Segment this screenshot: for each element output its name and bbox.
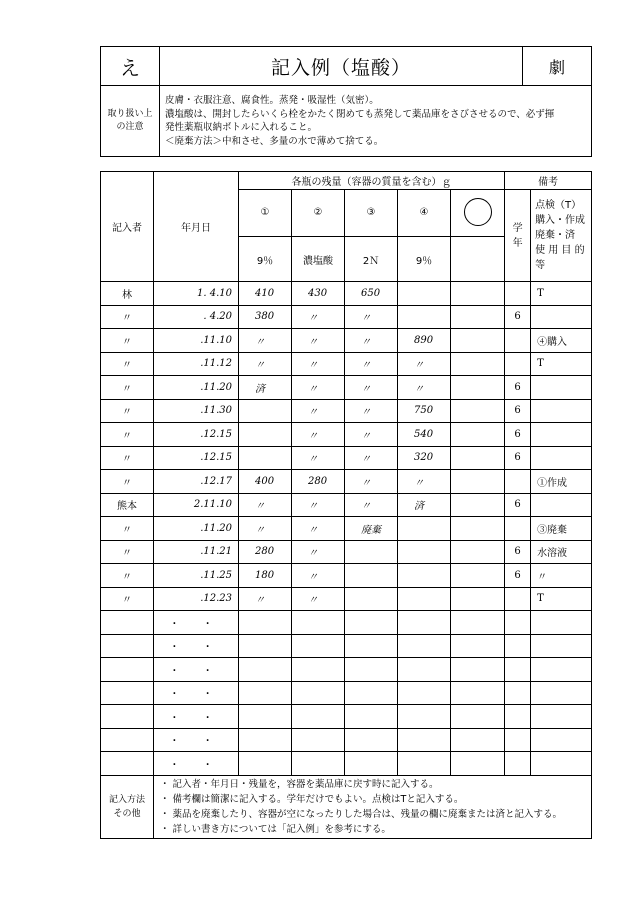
bottle-5-cell	[451, 423, 505, 447]
remark-cell: T	[531, 587, 592, 611]
empty-cell	[531, 634, 592, 658]
empty-cell	[239, 752, 292, 776]
table-row-blank	[101, 681, 592, 705]
col-recorder-header: 記入者	[101, 172, 154, 282]
bottle-4-cell: 750	[398, 399, 451, 423]
table-row	[101, 352, 592, 376]
empty-cell	[292, 728, 345, 752]
bottle-2-cell: 〃	[292, 446, 345, 470]
empty-cell	[101, 728, 154, 752]
bottle-2-cell: 〃	[292, 493, 345, 517]
grade-cell: 6	[505, 493, 531, 517]
caution-label: 取り扱い上 の注意	[101, 86, 160, 157]
recorder-cell: 〃	[101, 352, 154, 376]
caution-text	[160, 86, 592, 157]
table-row	[101, 470, 592, 494]
remark-cell: ④購入	[531, 329, 592, 353]
empty-cell	[101, 658, 154, 682]
empty-cell	[531, 728, 592, 752]
bottle-4-cell: 540	[398, 423, 451, 447]
bottle-2-label: ②	[292, 190, 345, 237]
remark-cell: 水溶液	[531, 540, 592, 564]
bottle-1-concentration: 9％	[239, 237, 292, 282]
table-row	[101, 517, 592, 541]
empty-cell	[505, 611, 531, 635]
col-date-header: 年月日	[154, 172, 239, 282]
empty-cell	[531, 705, 592, 729]
grade-cell	[505, 470, 531, 494]
empty-cell	[345, 611, 398, 635]
bottle-1-cell	[239, 399, 292, 423]
date-cell: .11.20	[154, 376, 239, 400]
bottle-5-cell	[451, 446, 505, 470]
table-row	[101, 329, 592, 353]
bottle-3-cell: 〃	[345, 376, 398, 400]
table-row-blank	[101, 705, 592, 729]
empty-cell	[292, 752, 345, 776]
bottle-2-cell: 〃	[292, 376, 345, 400]
bottle-1-cell: 380	[239, 305, 292, 329]
section-tag: え	[101, 47, 160, 86]
bottle-5-cell	[451, 517, 505, 541]
grade-cell	[505, 282, 531, 306]
bottle-4-cell: 〃	[398, 376, 451, 400]
bottle-1-cell: 400	[239, 470, 292, 494]
empty-cell	[239, 611, 292, 635]
bottle-2-cell: 〃	[292, 352, 345, 376]
table-row	[101, 540, 592, 564]
grade-cell: 6	[505, 423, 531, 447]
caution-line: 皮膚・衣服注意、腐食性。蒸発・吸湿性（気密）。	[165, 95, 379, 106]
bottle-2-cell: 430	[292, 282, 345, 306]
bottle-4-cell: 320	[398, 446, 451, 470]
empty-cell	[292, 681, 345, 705]
bottle-1-cell: 済	[239, 376, 292, 400]
empty-cell	[398, 611, 451, 635]
date-placeholder-dots: ・ ・	[154, 705, 239, 729]
grade-cell: 6	[505, 305, 531, 329]
recorder-cell: 〃	[101, 517, 154, 541]
grade-cell: 6	[505, 399, 531, 423]
bottle-1-cell	[239, 446, 292, 470]
empty-cell	[345, 728, 398, 752]
date-cell: .12.23	[154, 587, 239, 611]
recorder-cell: 〃	[101, 305, 154, 329]
bottle-5-cell	[451, 564, 505, 588]
bottle-3-cell	[345, 564, 398, 588]
date-placeholder-dots: ・ ・	[154, 634, 239, 658]
empty-cell	[505, 752, 531, 776]
table-row-blank	[101, 634, 592, 658]
table-row	[101, 305, 592, 329]
date-placeholder-dots: ・ ・	[154, 752, 239, 776]
note-line: ・ 薬品を廃棄したり、容器が空になったりした場合は、残量の欄に廃棄または済と記入する。	[160, 808, 563, 820]
bottle-1-cell: 280	[239, 540, 292, 564]
recorder-cell: 〃	[101, 423, 154, 447]
remark-cell	[531, 376, 592, 400]
table-row	[101, 376, 592, 400]
caution-line: ＜廃棄方法＞中和させ、多量の水で薄めて捨てる。	[165, 135, 384, 147]
empty-cell	[345, 705, 398, 729]
bottle-5-cell	[451, 540, 505, 564]
table-row	[101, 564, 592, 588]
col-remarks-header: 備考	[505, 172, 592, 190]
empty-cell	[239, 728, 292, 752]
recorder-cell: 〃	[101, 540, 154, 564]
bottle-4-cell	[398, 517, 451, 541]
date-cell: 1. 4.10	[154, 282, 239, 306]
page-title: 記入例（塩酸）	[160, 47, 523, 86]
bottle-3-concentration: 2Ｎ	[345, 237, 398, 282]
date-cell: .11.25	[154, 564, 239, 588]
table-row	[101, 587, 592, 611]
empty-cell	[451, 705, 505, 729]
table-row	[101, 423, 592, 447]
table-row-blank	[101, 611, 592, 635]
recorder-cell: 〃	[101, 587, 154, 611]
remark-cell	[531, 446, 592, 470]
table-row	[101, 399, 592, 423]
empty-cell	[398, 705, 451, 729]
empty-cell	[239, 658, 292, 682]
date-placeholder-dots: ・ ・	[154, 681, 239, 705]
grade-cell: 6	[505, 376, 531, 400]
empty-cell	[451, 681, 505, 705]
empty-cell	[451, 658, 505, 682]
classification-label: 劇	[523, 47, 592, 86]
bottle-3-cell: 廃棄	[345, 517, 398, 541]
table-row-blank	[101, 658, 592, 682]
bottle-3-cell: 〃	[345, 470, 398, 494]
grade-cell	[505, 517, 531, 541]
bottle-1-cell: 〃	[239, 493, 292, 517]
bottle-5-cell	[451, 282, 505, 306]
remarks-guide: 点検（T） 購入・作成 廃棄・済 使 用 目 的 等	[531, 190, 592, 282]
bottle-4-cell	[398, 282, 451, 306]
bottle-3-cell: 〃	[345, 493, 398, 517]
remark-cell: T	[531, 282, 592, 306]
bottle-2-cell: 〃	[292, 329, 345, 353]
bottle-5-cell	[451, 587, 505, 611]
note-line: ・ 記入者・年月日・残量を，容器を薬品庫に戻す時に記入する。	[160, 778, 439, 790]
bottle-1-cell: 〃	[239, 352, 292, 376]
date-placeholder-dots: ・ ・	[154, 728, 239, 752]
date-cell: . 4.20	[154, 305, 239, 329]
bottle-2-cell: 〃	[292, 517, 345, 541]
note-line: ・ 備考欄は簡潔に記入する。学年だけでもよい。点検はTと記入する。	[160, 793, 464, 805]
empty-cell	[345, 752, 398, 776]
empty-cell	[239, 634, 292, 658]
empty-cell	[239, 681, 292, 705]
bottle-5-cell	[451, 305, 505, 329]
bottle-2-cell: 〃	[292, 540, 345, 564]
bottle-4-cell: 〃	[398, 470, 451, 494]
bottle-1-cell: 410	[239, 282, 292, 306]
table-row-blank	[101, 752, 592, 776]
date-cell: .11.12	[154, 352, 239, 376]
bottle-1-cell: 〃	[239, 587, 292, 611]
note-line: ・ 詳しい書き方については「記入例」を参考にする。	[160, 823, 391, 835]
date-placeholder-dots: ・ ・	[154, 611, 239, 635]
bottle-2-cell: 〃	[292, 587, 345, 611]
bottle-4-cell: 済	[398, 493, 451, 517]
empty-cell	[345, 634, 398, 658]
empty-cell	[398, 728, 451, 752]
recorder-cell: 林	[101, 282, 154, 306]
caution-line: 濃塩酸は、開封したらいくら栓をかたく閉めても蒸発して薬品庫をさびさせるので、必ず揮	[165, 108, 555, 120]
bottle-3-cell: 〃	[345, 329, 398, 353]
caution-line: 発性薬瓶収納ボトルに入れること。	[165, 122, 318, 133]
empty-cell	[505, 681, 531, 705]
bottle-3-cell	[345, 540, 398, 564]
bottle-3-cell: 650	[345, 282, 398, 306]
remark-cell: ①作成	[531, 470, 592, 494]
grade-cell: 6	[505, 540, 531, 564]
empty-cell	[101, 634, 154, 658]
bottle-2-cell: 〃	[292, 305, 345, 329]
bottle-5-cell	[451, 470, 505, 494]
recorder-cell: 〃	[101, 564, 154, 588]
empty-cell	[451, 752, 505, 776]
bottle-2-concentration: 濃塩酸	[292, 237, 345, 282]
date-cell: .12.15	[154, 446, 239, 470]
recorder-cell: 〃	[101, 376, 154, 400]
recorder-cell: 〃	[101, 329, 154, 353]
bottle-3-cell: 〃	[345, 423, 398, 447]
empty-cell	[505, 634, 531, 658]
empty-cell	[451, 611, 505, 635]
bottle-4-cell	[398, 564, 451, 588]
bottle-2-cell: 280	[292, 470, 345, 494]
table-row	[101, 282, 592, 306]
bottle-1-cell: 〃	[239, 517, 292, 541]
remark-cell: T	[531, 352, 592, 376]
empty-cell	[505, 705, 531, 729]
bottle-3-cell: 〃	[345, 446, 398, 470]
bottle-3-cell: 〃	[345, 305, 398, 329]
date-cell: .11.20	[154, 517, 239, 541]
col-remaining-header: 各瓶の残量（容器の質量を含む）ｇ	[239, 172, 505, 190]
bottle-5-empty-circle	[451, 190, 505, 237]
bottle-4-label: ④	[398, 190, 451, 237]
table-row-blank	[101, 728, 592, 752]
bottle-4-concentration: 9％	[398, 237, 451, 282]
date-cell: .12.17	[154, 470, 239, 494]
empty-cell	[292, 658, 345, 682]
bottle-4-cell	[398, 587, 451, 611]
remark-cell	[531, 305, 592, 329]
empty-cell	[101, 681, 154, 705]
recorder-cell: 〃	[101, 446, 154, 470]
recorder-cell: 〃	[101, 470, 154, 494]
bottle-2-cell: 〃	[292, 399, 345, 423]
empty-cell	[398, 752, 451, 776]
empty-cell	[239, 705, 292, 729]
notes-text	[154, 775, 592, 838]
date-cell: .11.21	[154, 540, 239, 564]
empty-cell	[398, 681, 451, 705]
date-cell: 2.11.10	[154, 493, 239, 517]
table-row	[101, 446, 592, 470]
empty-cell	[531, 658, 592, 682]
bottle-4-cell: 890	[398, 329, 451, 353]
date-cell: .11.30	[154, 399, 239, 423]
notes-label: 記入方法 その他	[101, 775, 154, 838]
bottle-3-cell	[345, 587, 398, 611]
grade-header: 学 年	[505, 190, 531, 282]
grade-cell: 6	[505, 446, 531, 470]
grade-cell	[505, 587, 531, 611]
empty-cell	[505, 658, 531, 682]
bottle-4-cell: 〃	[398, 352, 451, 376]
empty-cell	[531, 752, 592, 776]
bottle-4-cell	[398, 305, 451, 329]
empty-cell	[101, 611, 154, 635]
empty-cell	[292, 705, 345, 729]
bottle-5-cell	[451, 399, 505, 423]
table-row	[101, 493, 592, 517]
bottle-1-cell	[239, 423, 292, 447]
bottle-5-concentration	[451, 237, 505, 282]
empty-cell	[451, 634, 505, 658]
remark-cell: 〃	[531, 564, 592, 588]
bottle-3-cell: 〃	[345, 352, 398, 376]
empty-cell	[531, 611, 592, 635]
date-cell: .12.15	[154, 423, 239, 447]
remark-cell	[531, 493, 592, 517]
empty-cell	[292, 611, 345, 635]
bottle-2-cell: 〃	[292, 564, 345, 588]
empty-cell	[345, 658, 398, 682]
bottle-5-cell	[451, 352, 505, 376]
bottle-3-label: ③	[345, 190, 398, 237]
recorder-cell: 熊本	[101, 493, 154, 517]
empty-cell	[451, 728, 505, 752]
bottle-1-cell: 〃	[239, 329, 292, 353]
circle-icon	[464, 198, 492, 226]
empty-cell	[531, 681, 592, 705]
record-table	[100, 171, 592, 839]
bottle-5-cell	[451, 329, 505, 353]
empty-cell	[292, 634, 345, 658]
empty-cell	[398, 658, 451, 682]
grade-cell	[505, 352, 531, 376]
bottle-4-cell	[398, 540, 451, 564]
date-placeholder-dots: ・ ・	[154, 658, 239, 682]
bottle-3-cell: 〃	[345, 399, 398, 423]
bottle-5-cell	[451, 493, 505, 517]
empty-cell	[101, 752, 154, 776]
grade-cell: 6	[505, 564, 531, 588]
recorder-cell: 〃	[101, 399, 154, 423]
remark-cell	[531, 399, 592, 423]
empty-cell	[101, 705, 154, 729]
remark-cell: ③廃棄	[531, 517, 592, 541]
bottle-5-cell	[451, 376, 505, 400]
bottle-2-cell: 〃	[292, 423, 345, 447]
empty-cell	[398, 634, 451, 658]
date-cell: .11.10	[154, 329, 239, 353]
grade-cell	[505, 329, 531, 353]
header-table	[100, 46, 592, 157]
empty-cell	[345, 681, 398, 705]
bottle-1-label: ①	[239, 190, 292, 237]
empty-cell	[505, 728, 531, 752]
remark-cell	[531, 423, 592, 447]
bottle-1-cell: 180	[239, 564, 292, 588]
